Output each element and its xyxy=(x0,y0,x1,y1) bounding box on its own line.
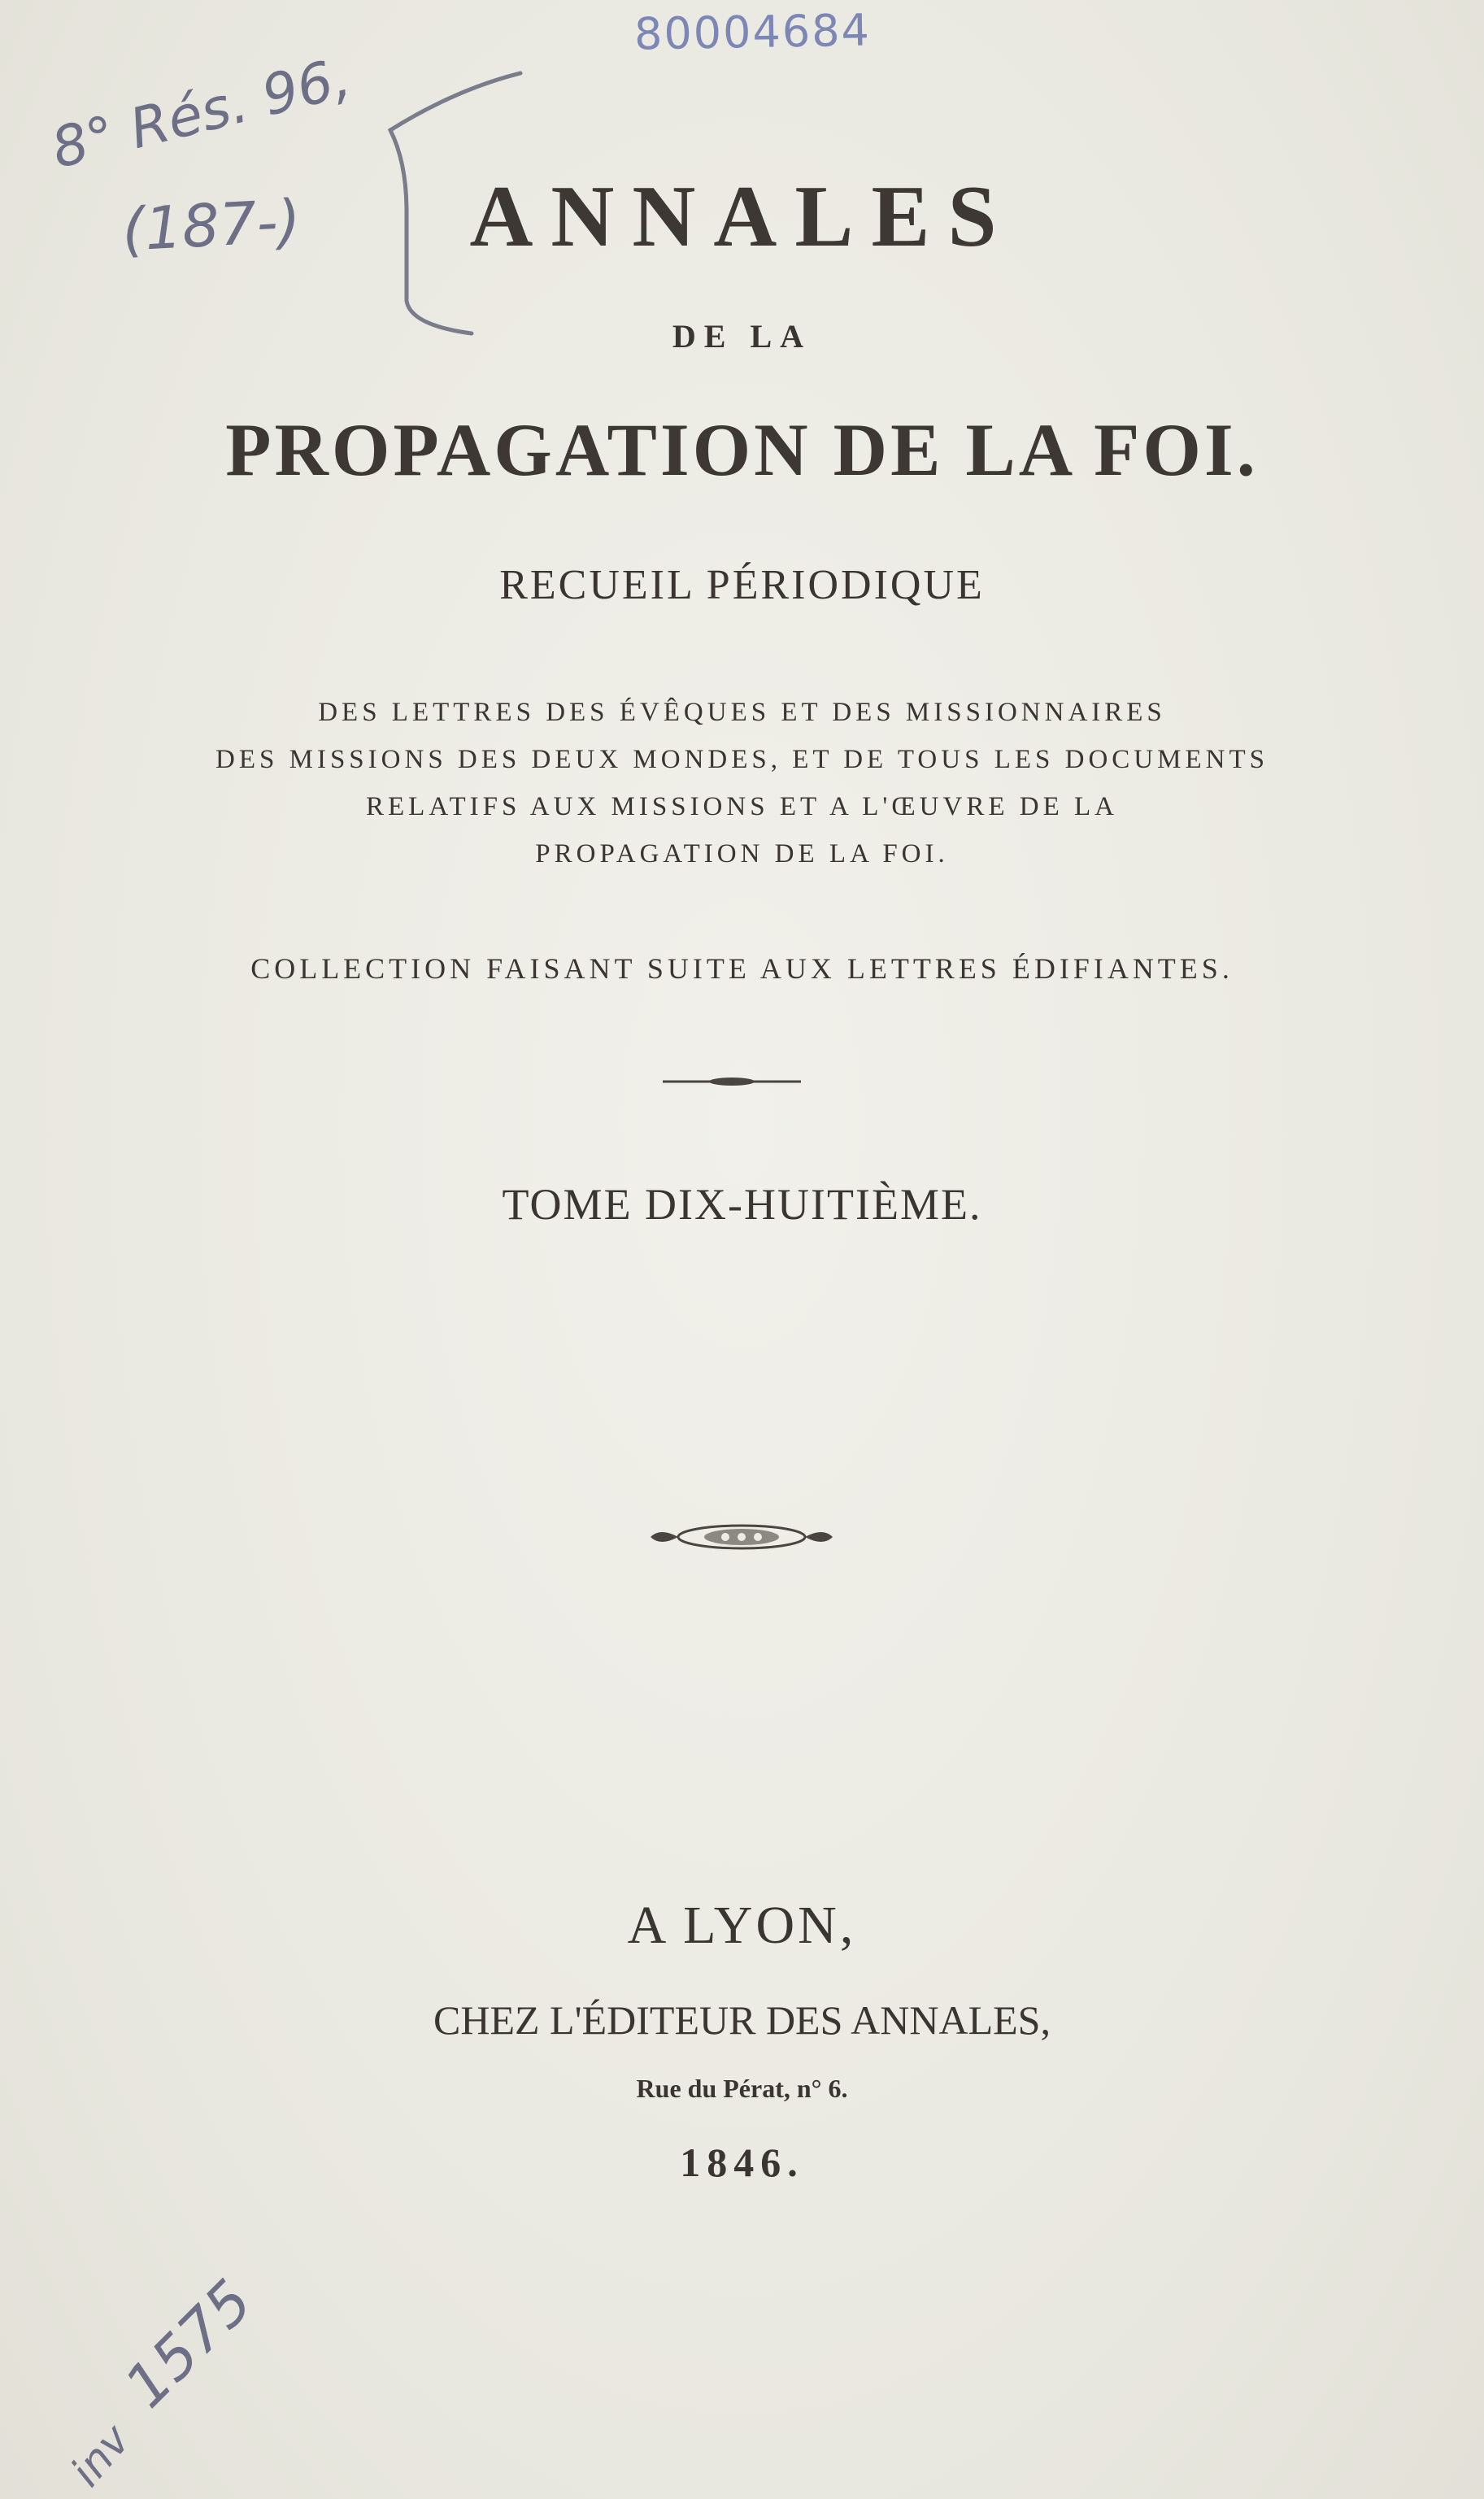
title-main: ANNALES xyxy=(469,168,1015,265)
title-connector: DE LA xyxy=(672,318,812,355)
imprint-publisher: CHEZ L'ÉDITEUR DES ANNALES, xyxy=(433,1997,1051,2043)
imprint-city: A LYON, xyxy=(627,1896,857,1955)
inventory-number: 1575 xyxy=(111,2266,266,2421)
imprint-year: 1846. xyxy=(680,2140,804,2185)
recueil-heading: RECUEIL PÉRIODIQUE xyxy=(499,562,985,608)
volume-label: TOME DIX-HUITIÈME. xyxy=(502,1180,982,1229)
ornament-rule xyxy=(663,1078,801,1086)
inventory-prefix: inv xyxy=(61,2415,141,2497)
shelfmark-line-1: 8° Rés. 96, xyxy=(46,45,357,182)
library-stamp: 80004684 xyxy=(633,4,872,60)
description-line: PROPAGATION DE LA FOI. xyxy=(535,839,949,869)
vignette-ornament xyxy=(651,1526,833,1548)
description-line: DES LETTRES DES ÉVÊQUES ET DES MISSIONNAIRES xyxy=(318,698,1166,727)
title-subtitle: PROPAGATION DE LA FOI. xyxy=(225,408,1259,491)
imprint-address: Rue du Pérat, n° 6. xyxy=(636,2074,848,2103)
description-line: RELATIFS AUX MISSIONS ET A L'ŒUVRE DE LA xyxy=(366,792,1118,821)
shelfmark-line-2: (187-) xyxy=(120,186,302,264)
description-line: DES MISSIONS DES DEUX MONDES, ET DE TOUS LES DOCUMENTS xyxy=(215,745,1269,774)
collection-line: COLLECTION FAISANT SUITE AUX LETTRES ÉDIFIANTES. xyxy=(250,952,1234,985)
